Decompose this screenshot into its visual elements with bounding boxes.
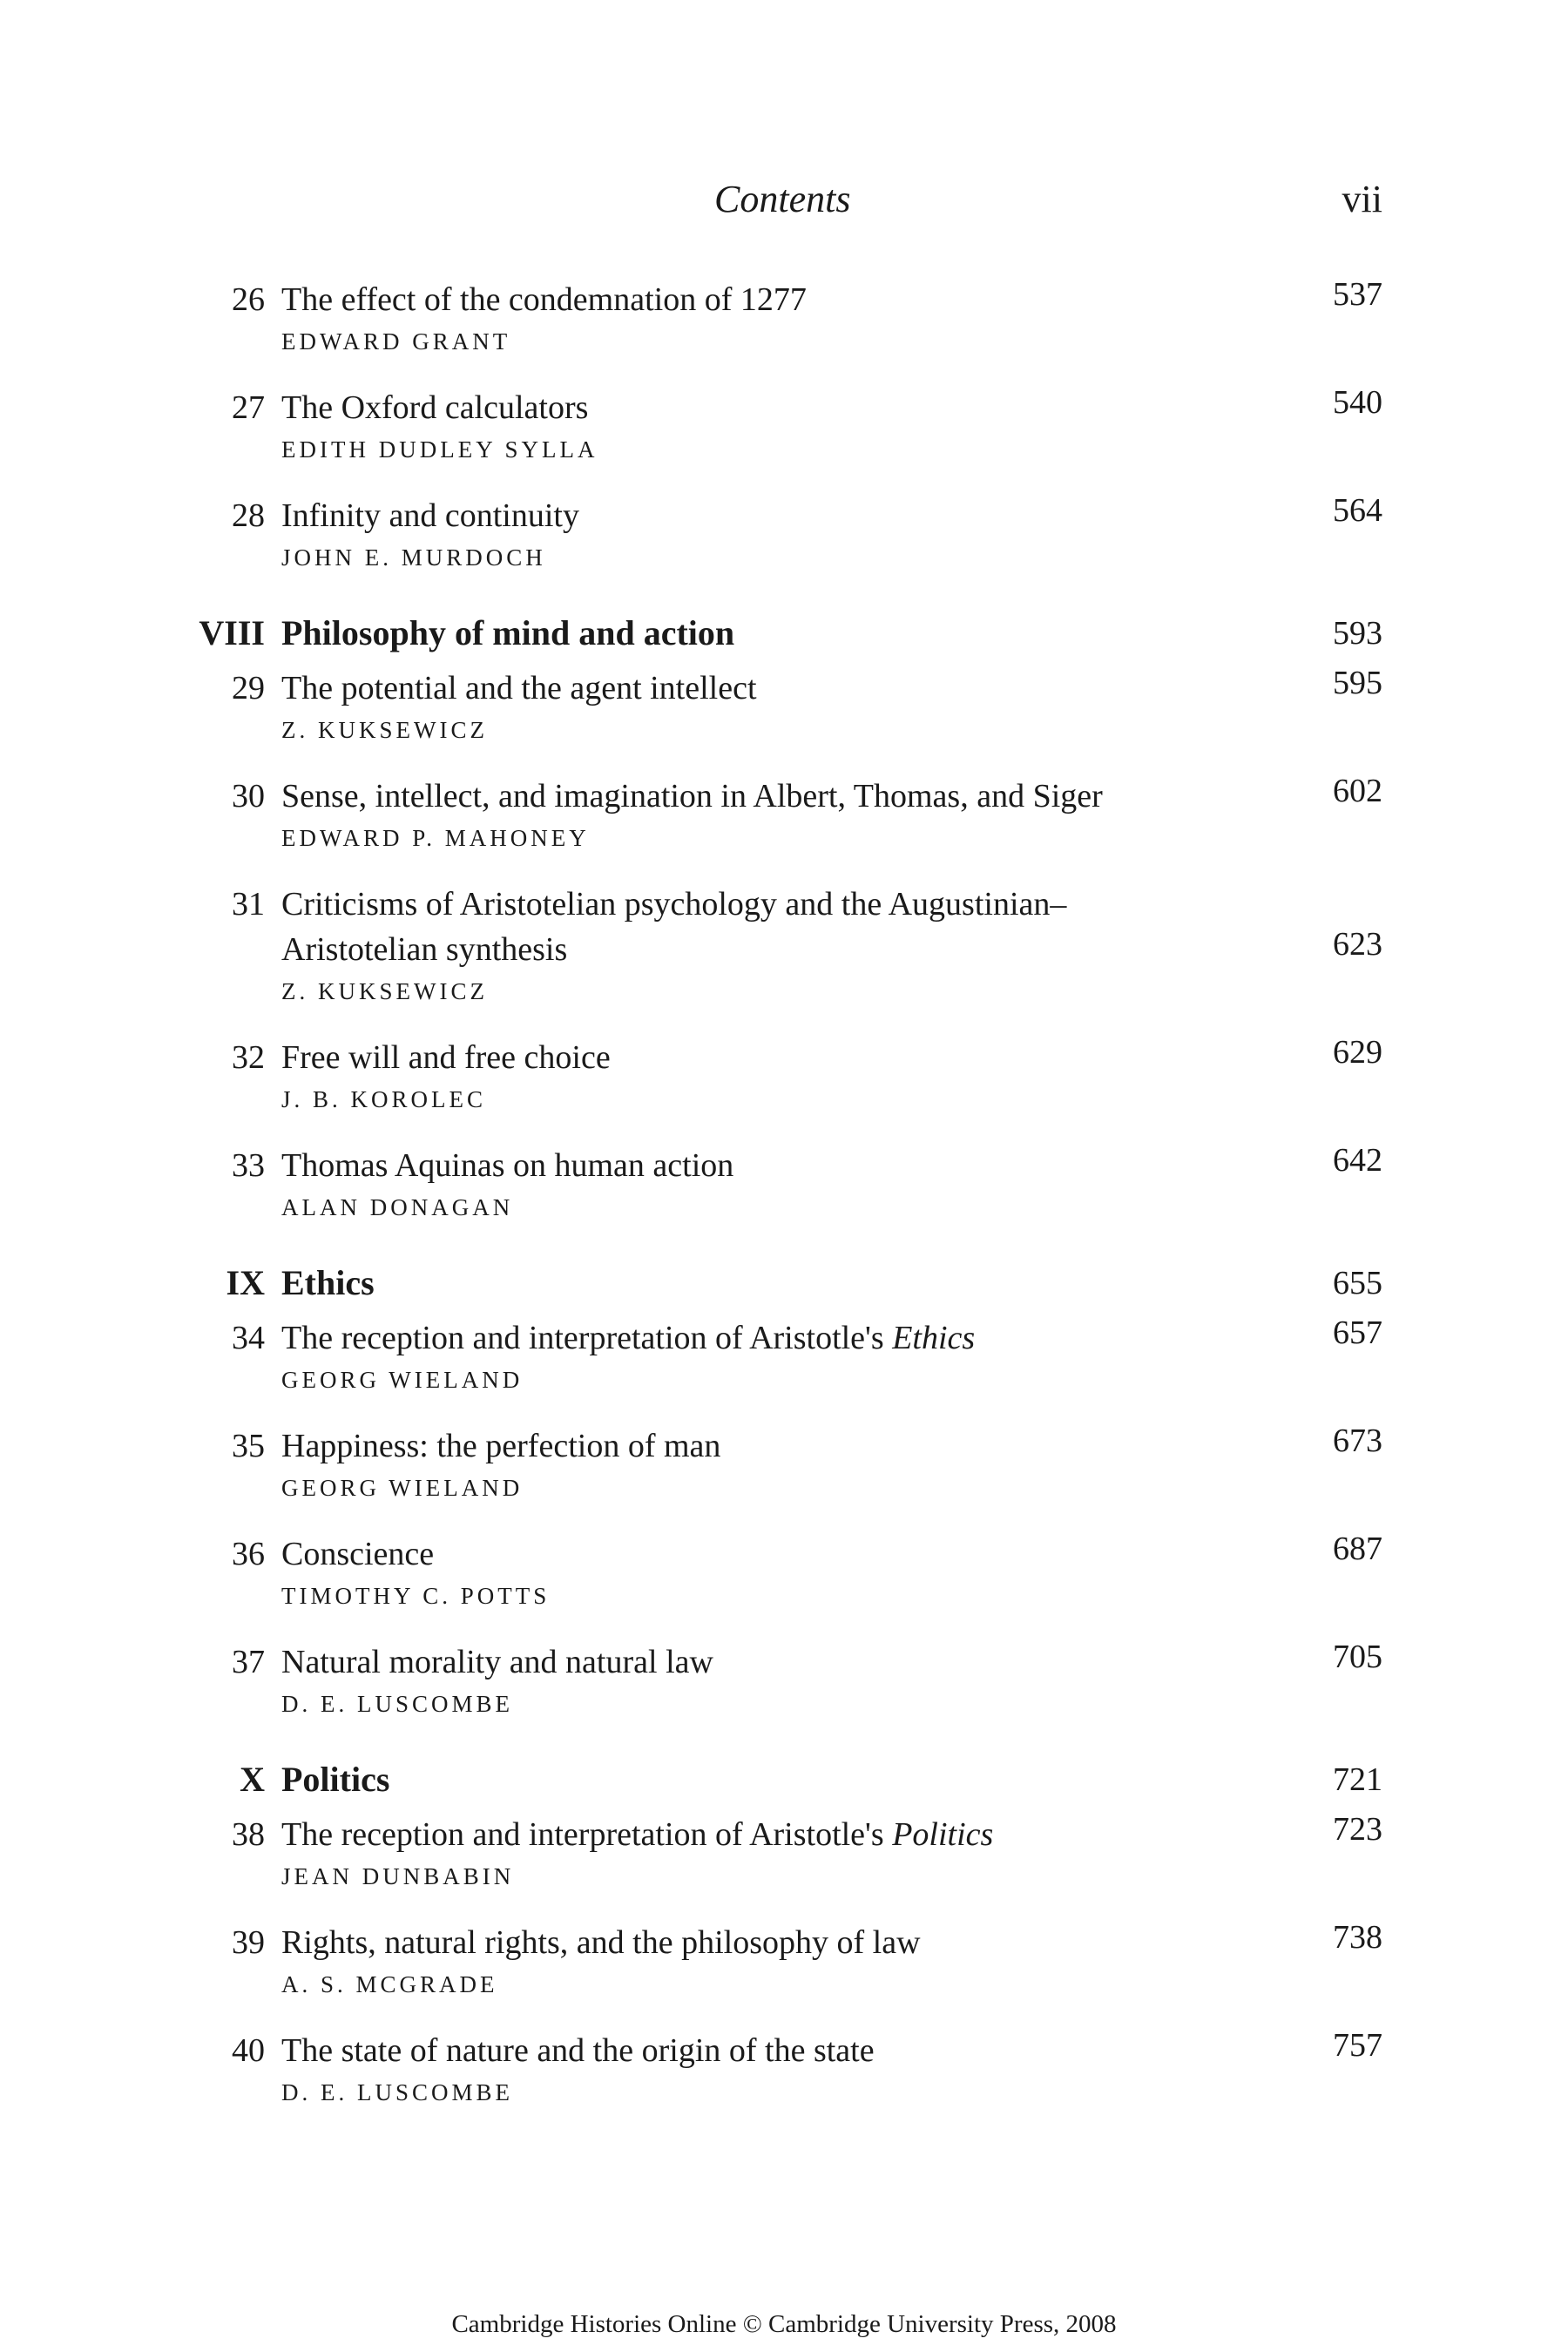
chapter-page: 564	[1333, 492, 1382, 529]
chapter-number: 32	[232, 1039, 265, 1076]
chapter-entry	[0, 2028, 1568, 2108]
chapter-title	[281, 1423, 1161, 1469]
chapter-title	[281, 1639, 1161, 1685]
chapter-entry	[0, 1920, 1568, 2000]
chapter-entry	[0, 385, 1568, 465]
chapter-page: 595	[1333, 665, 1382, 701]
chapter-title-text: Conscience	[281, 1536, 435, 1572]
chapter-number: 29	[232, 670, 265, 706]
chapter-author: EDWARD GRANT	[281, 328, 511, 355]
chapter-title-text: Infinity and continuity	[281, 497, 579, 534]
header-page-number: vii	[1342, 178, 1382, 220]
chapter-title-text: Criticisms of Aristotelian psychology and the Augustinian–Aristotelian synthesis	[281, 886, 1067, 968]
chapter-title-text: Rights, natural rights, and the philosophy of law	[281, 1924, 921, 1961]
chapter-page: 723	[1333, 1811, 1382, 1848]
part-title: Politics	[281, 1760, 390, 1799]
chapter-title	[281, 1143, 1161, 1188]
chapter-title	[281, 666, 1161, 711]
chapter-title-text: Thomas Aquinas on human action	[281, 1147, 734, 1184]
chapter-page: 687	[1333, 1531, 1382, 1567]
part-number: VIII	[199, 613, 265, 652]
chapter-author: Z. KUKSEWICZ	[281, 978, 488, 1004]
chapter-page: 705	[1333, 1639, 1382, 1675]
chapter-page: 673	[1333, 1423, 1382, 1459]
chapter-title	[281, 774, 1161, 819]
chapter-entry	[0, 1143, 1568, 1223]
chapter-author: Z. KUKSEWICZ	[281, 717, 488, 743]
chapter-author: EDITH DUDLEY SYLLA	[281, 436, 598, 463]
chapter-title	[281, 1531, 1161, 1577]
part-number: X	[240, 1760, 265, 1799]
chapter-entry	[0, 1423, 1568, 1504]
part-heading	[0, 1754, 1568, 1805]
chapter-title-text: The reception and interpretation of Aristotle's	[281, 1816, 893, 1853]
chapter-title	[281, 1920, 1161, 1965]
chapter-title	[281, 493, 1161, 538]
part-title: Ethics	[281, 1263, 375, 1302]
chapter-author: J. B. KOROLEC	[281, 1086, 487, 1112]
chapter-author: JOHN E. MURDOCH	[281, 544, 546, 571]
chapter-number: 28	[232, 497, 265, 534]
chapter-title-text: The Oxford calculators	[281, 389, 589, 426]
chapter-number: 33	[232, 1147, 265, 1184]
chapter-page: 602	[1333, 773, 1382, 809]
chapter-author: D. E. LUSCOMBE	[281, 2079, 514, 2105]
chapter-number: 37	[232, 1644, 265, 1680]
chapter-page: 657	[1333, 1315, 1382, 1351]
chapter-page: 623	[1333, 926, 1382, 963]
chapter-number: 35	[232, 1428, 265, 1464]
part-heading	[0, 1258, 1568, 1308]
chapter-author: JEAN DUNBABIN	[281, 1863, 515, 1889]
chapter-author: A. S. MCGRADE	[281, 1971, 498, 1997]
chapter-entry	[0, 1035, 1568, 1115]
part-title: Philosophy of mind and action	[281, 613, 735, 652]
chapter-entry	[0, 666, 1568, 746]
chapter-page: 738	[1333, 1919, 1382, 1956]
chapter-number: 39	[232, 1924, 265, 1961]
chapter-number: 30	[232, 778, 265, 814]
chapter-title-italic: Politics	[892, 1816, 994, 1853]
chapter-number: 26	[232, 281, 265, 318]
header-title: Contents	[714, 178, 851, 220]
chapter-author: D. E. LUSCOMBE	[281, 1691, 514, 1717]
part-page: 593	[1333, 615, 1382, 652]
chapter-author: EDWARD P. MAHONEY	[281, 825, 590, 851]
chapter-author: GEORG WIELAND	[281, 1367, 524, 1393]
chapter-title-text: The effect of the condemnation of 1277	[281, 281, 807, 318]
table-of-contents	[0, 277, 1568, 2136]
part-heading	[0, 608, 1568, 659]
chapter-entry	[0, 493, 1568, 573]
chapter-number: 31	[232, 886, 265, 923]
chapter-page: 642	[1333, 1142, 1382, 1179]
chapter-number: 27	[232, 389, 265, 426]
chapter-entry	[0, 1639, 1568, 1720]
chapter-number: 38	[232, 1816, 265, 1853]
chapter-title-text: The reception and interpretation of Aristotle's	[281, 1320, 893, 1356]
chapter-number: 36	[232, 1536, 265, 1572]
chapter-number: 40	[232, 2032, 265, 2069]
footer-copyright: Cambridge Histories Online © Cambridge University Press, 2008	[451, 2310, 1117, 2338]
chapter-page: 537	[1333, 276, 1382, 313]
chapter-title	[281, 2028, 1161, 2073]
chapter-entry	[0, 1812, 1568, 1892]
chapter-title-italic: Ethics	[892, 1320, 976, 1356]
part-page: 655	[1333, 1265, 1382, 1301]
chapter-page: 540	[1333, 384, 1382, 421]
chapter-author: ALAN DONAGAN	[281, 1194, 514, 1220]
chapter-entry	[0, 1315, 1568, 1396]
chapter-title	[281, 385, 1161, 430]
chapter-title-text: The state of nature and the origin of the state	[281, 2032, 875, 2069]
part-page: 721	[1333, 1761, 1382, 1798]
chapter-title-text: Free will and free choice	[281, 1039, 611, 1076]
chapter-author: GEORG WIELAND	[281, 1475, 524, 1501]
chapter-title	[281, 277, 1161, 322]
chapter-number: 34	[232, 1320, 265, 1356]
chapter-title	[281, 1812, 1161, 1857]
chapter-entry	[0, 277, 1568, 357]
chapter-title-text: Natural morality and natural law	[281, 1644, 713, 1680]
chapter-title	[281, 1035, 1161, 1080]
running-header	[0, 177, 1568, 229]
chapter-entry	[0, 774, 1568, 854]
chapter-title	[281, 1315, 1161, 1361]
chapter-title-text: The potential and the agent intellect	[281, 670, 757, 706]
chapter-entry	[0, 882, 1568, 1007]
chapter-title	[281, 882, 1161, 972]
chapter-title-text: Sense, intellect, and imagination in Albert, Thomas, and Siger	[281, 778, 1103, 814]
part-number: IX	[226, 1263, 265, 1302]
chapter-page: 757	[1333, 2027, 1382, 2064]
chapter-entry	[0, 1531, 1568, 1612]
chapter-author: TIMOTHY C. POTTS	[281, 1583, 551, 1609]
chapter-title-text: Happiness: the perfection of man	[281, 1428, 721, 1464]
chapter-page: 629	[1333, 1034, 1382, 1071]
